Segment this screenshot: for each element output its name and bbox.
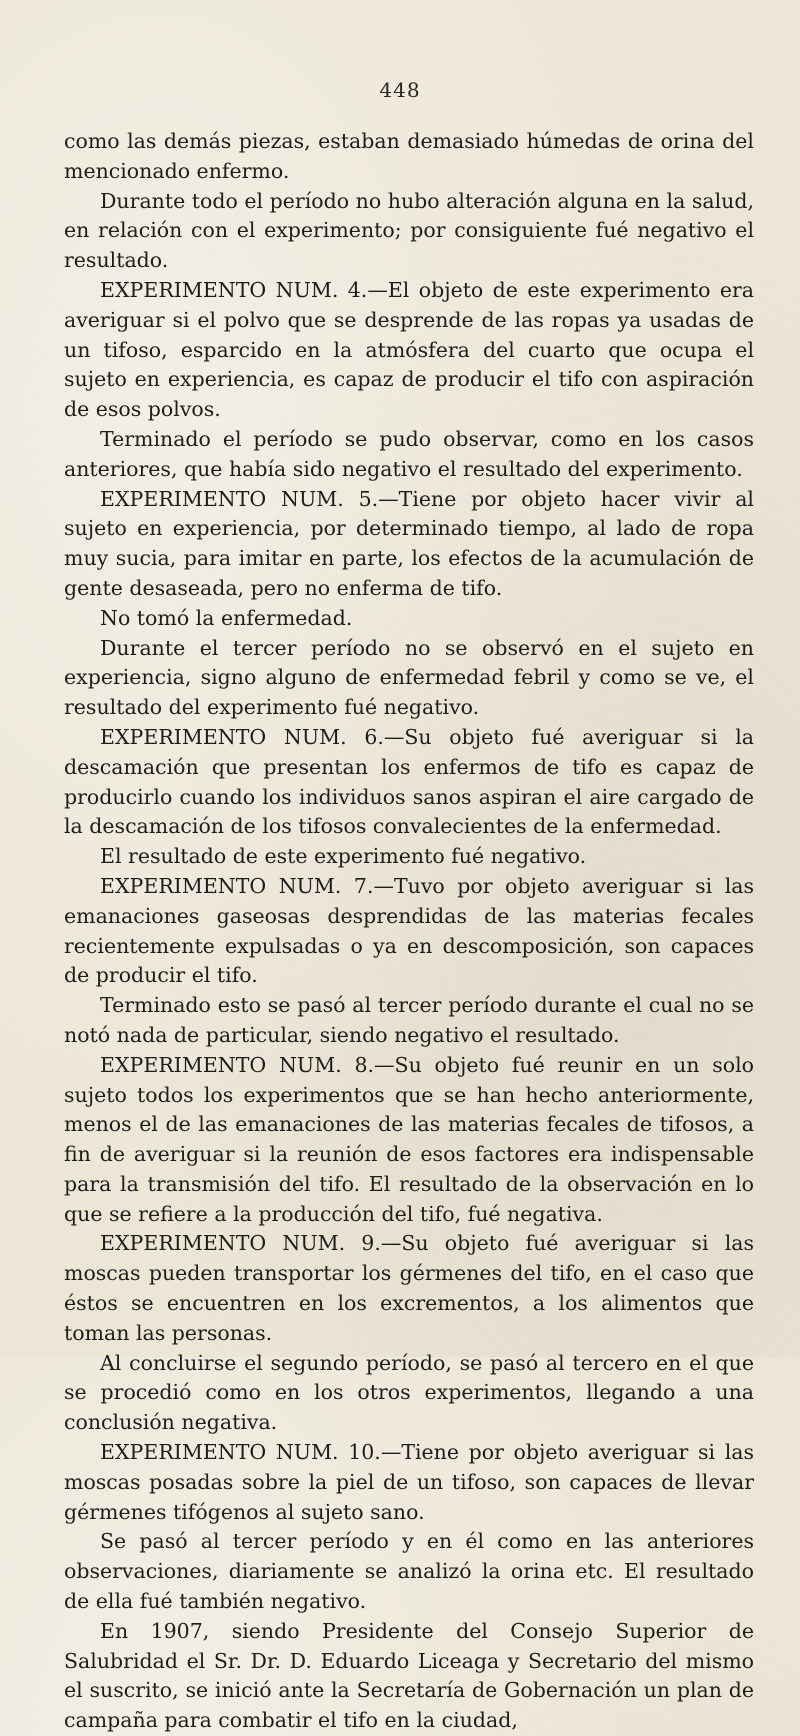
paragraph: como las demás piezas, estaban demasiado húmedas de orina del mencionado enfermo. (64, 129, 754, 183)
paragraph: El resultado de este experimento fué negativo. (100, 844, 587, 869)
page-number: 448 (379, 78, 421, 102)
paragraph: Se pasó al tercer período y en él como en las anteriores observaciones, diariamente se analizó la orina etc. El resultado de ella fué también negativo. (64, 1529, 754, 1614)
paragraph: Terminado esto se pasó al tercer período durante el cual no se notó nada de particular, siendo negativo el resultado. (64, 993, 754, 1047)
paragraph: EXPERIMENTO NUM. 5.—Tiene por objeto hacer vivir al sujeto en experiencia, por determinado tiempo, al lado de ropa muy sucia, para imitar en parte, los efectos de la acumulación de gente desaseada, pero no enferma de tifo. (64, 486, 754, 600)
paragraph: EXPERIMENTO NUM. 9.—Su objeto fué averiguar si las moscas pueden transportar los gérmenes del tifo, en el caso que éstos se encuentren en los excrementos, a los alimentos que toman las personas. (64, 1231, 754, 1345)
paragraph: Durante el tercer período no se observó en el sujeto en experiencia, signo alguno de enfermedad febril y como se ve, el resultado del experimento fué negativo. (64, 635, 754, 720)
paragraph: Al concluirse el segundo período, se pasó al tercero en el que se procedió como en los otros experimentos, llegando a una conclusión negativa. (64, 1350, 754, 1435)
paragraph: Durante todo el período no hubo alteración alguna en la salud, en relación con el experimento; por consiguiente fué negativo el resultado. (64, 188, 754, 273)
paragraph: En 1907, siendo Presidente del Consejo Superior de Salubridad el Sr. Dr. D. Eduardo Liceaga y Secretario del mismo el suscrito, se inició ante la Secretaría de Gobernación un plan de campaña para combatir el tifo en la ciudad, (64, 1618, 754, 1733)
paragraph: EXPERIMENTO NUM. 10.—Tiene por objeto averiguar si las moscas posadas sobre la piel de un tifoso, son capaces de llevar gérmenes tifógenos al sujeto sano. (64, 1440, 754, 1524)
paragraph: EXPERIMENTO NUM. 6.—Su objeto fué averiguar si la descamación que presentan los enfermos de tifo es capaz de producirlo cuando los individuos sanos aspiran el aire cargado de la descamación de los tifosos convalecientes de la enfermedad. (64, 724, 754, 839)
paragraph: EXPERIMENTO NUM. 7.—Tuvo por objeto averiguar si las emanaciones gaseosas desprendidas de las materias fecales recientemente expulsadas o ya en descomposición, son capaces de producir el tifo. (64, 873, 754, 988)
paragraph: Terminado el período se pudo observar, como en los casos anteriores, que había sido negativo el resultado del experimento. (64, 426, 754, 481)
paragraph: EXPERIMENTO NUM. 8.—Su objeto fué reunir en un solo sujeto todos los experimentos que se han hecho anteriormente, menos el de las emanaciones de las materias fecales de tifosos, a fin de averiguar si la reunión de esos factores era indispensable para la transmisión del tifo. El resultado de la observación en lo que se refiere a la producción del tifo, fué negativa. (64, 1052, 754, 1226)
paragraph: EXPERIMENTO NUM. 4.—El objeto de este experimento era averiguar si el polvo que se desprende de las ropas ya usadas de un tifoso, esparcido en la atmósfera del cuarto que ocupa el sujeto en experiencia, es capaz de producir el tifo con aspiración de esos polvos. (64, 277, 754, 422)
paragraph: No tomó la enfermedad. (100, 605, 353, 630)
page-body (64, 127, 754, 1736)
